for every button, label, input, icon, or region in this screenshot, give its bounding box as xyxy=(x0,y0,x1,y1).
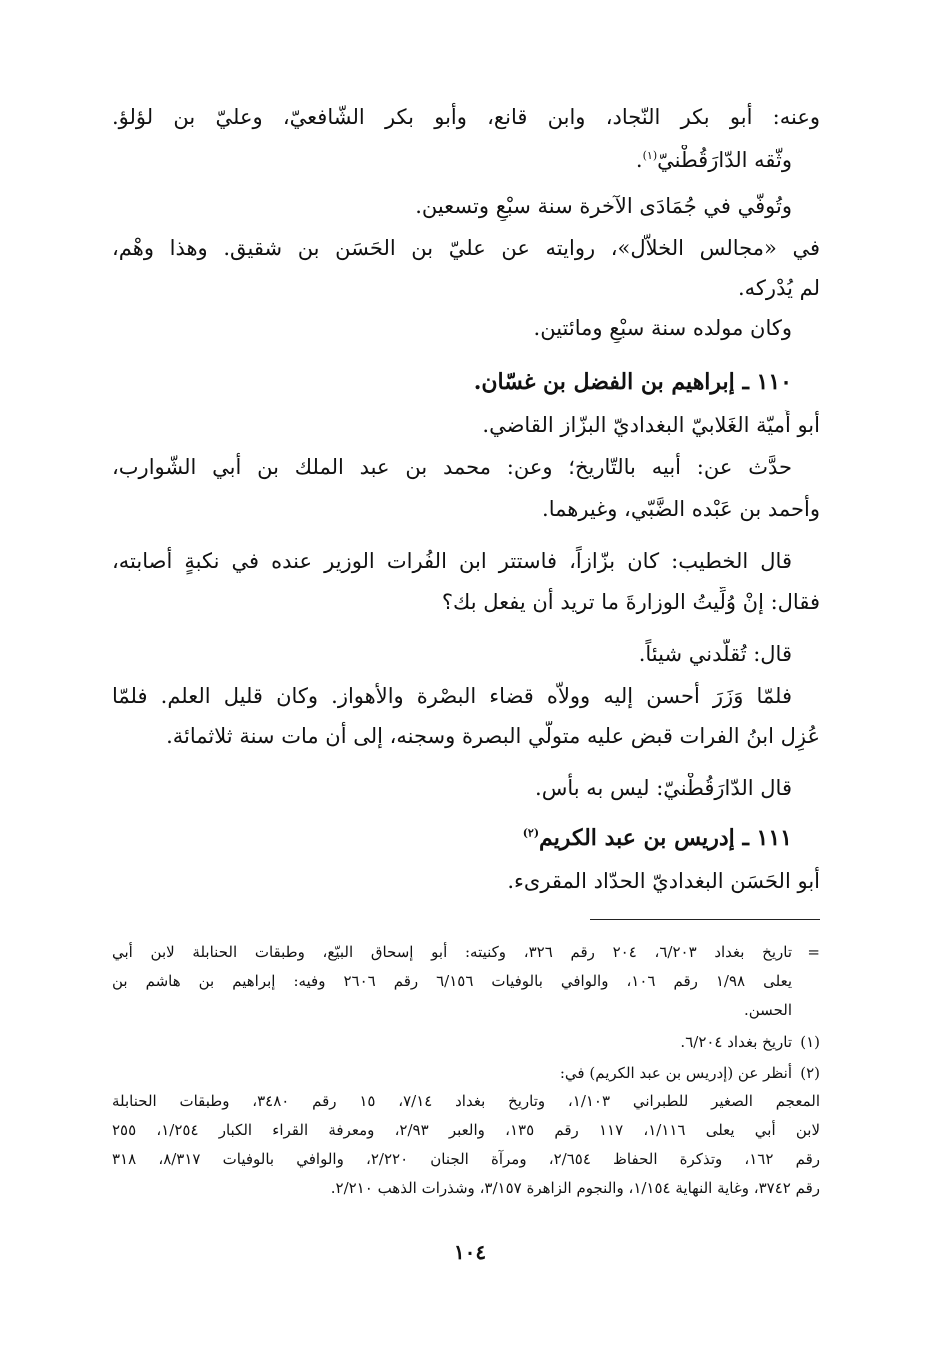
footnote-ref: (٢) xyxy=(522,826,540,840)
footnote-line: تاريخ بغداد ٦/٢٠٤. xyxy=(680,1033,792,1051)
continuation-marker: = xyxy=(807,943,820,961)
text-line: لم يُدْركه. xyxy=(738,276,820,300)
text-line: حدَّث عن: أبيه بالتّاريخ؛ وعن: محمد بن عبد الملك بن أبي الشّوارب، xyxy=(112,455,792,479)
text-line: قال الخطيب: كان بزّازاً، فاستتر ابن الفُرات الوزير عنده في نكبةٍ أصابته، xyxy=(112,549,792,573)
text-line: وكان مولده سنة سبْعٍ ومائتين. xyxy=(533,316,792,340)
text-line: قال الدّارَقُطْنيّ: ليس به بأس. xyxy=(535,776,792,800)
footnote-ref: (١) xyxy=(642,149,658,162)
footnote-line: رقم ٣٧٤٢، وغاية النهاية ١/١٥٤، والنجوم الزاهرة ٣/١٥٧، وشذرات الذهب ٢/٢١٠. xyxy=(330,1179,820,1197)
text-line: وعنه: أبو بكر النّجاد، وابن قانع، وأبو بكر الشّافعيّ، وعليّ بن لؤلؤ. xyxy=(112,105,820,129)
text-line: فقال: إنْ وُلِّيتُ الوزارةَ ما تريد أن يفعل بك؟ xyxy=(441,590,820,614)
text-line: عُزِل ابنُ الفرات قبض عليه متولّي البصرة وسجنه، إلى أن مات سنة ثلاثمائة. xyxy=(166,724,820,748)
footnote-line: تاريخ بغداد ٦/٢٠٣، ٢٠٤ رقم ٣٢٦، وكنيته: أبو إسحاق البيّع، وطبقات الحنابلة لابن أبي xyxy=(112,943,792,961)
text-line: وأحمد بن عَبْده الضَّبّي، وغيرهما. xyxy=(542,497,820,521)
footnote-line: أنظر عن (إدريس بن عبد الكريم) في: xyxy=(559,1064,792,1082)
footnote-line: لابن أبي يعلى ١/١١٦، ١١٧ رقم ١٣٥، والعبر ٢/٩٣، ومعرفة القراء الكبار ١/٢٥٤، ٢٥٥ xyxy=(112,1121,820,1139)
footnote-divider xyxy=(590,919,820,920)
footnote-line: رقم ١٦٢، وتذكرة الحفاظ ٢/٦٥٤، ومرآة الجنان ٢/٢٢٠، والوافي بالوفيات ٨/٣١٧، ٣١٨ xyxy=(112,1150,820,1168)
footnote-marker: (١) xyxy=(800,1033,820,1051)
text-line: أبو الحَسَن البغداديّ الحدّاد المقرىء. xyxy=(507,869,820,893)
entry-heading: ١١٠ ـ إبراهيم بن الفضل بن غسّان. xyxy=(473,369,792,395)
footnote-line: يعلى ١/٩٨ رقم ١٠٦، والوافي بالوفيات ٦/١٥٦ رقم ٢٦٠٦ وفيه: إبراهيم بن هاشم بن xyxy=(112,972,792,990)
text-line: فلمّا وَزَرَ أحسن إليه وولاّه قضاء البصْرة والأهواز. وكان قليل العلم. فلمّا xyxy=(112,684,792,708)
entry-heading-text: ١١١ ـ إدريس بن عبد الكريم xyxy=(539,825,792,851)
text-line: أبو أُميّة الغَلابيّ البغداديّ البزّاز القاضي. xyxy=(482,413,820,437)
entry-heading xyxy=(112,823,792,853)
footnote-line: الحسن. xyxy=(744,1001,792,1019)
text-line xyxy=(112,145,792,175)
text-line: قال: تُقلّدني شيئاً. xyxy=(638,642,792,666)
text-line-tail: . xyxy=(635,148,643,172)
text-line-body: وثّقه الدّارَقُطْنيّ xyxy=(657,148,792,172)
text-line: وتُوفّي في جُمَادَى الآخرة سنة سبْعٍ وتسعين. xyxy=(415,194,792,218)
text-line: في «مجالس الخلاّل»، روايته عن عليّ بن الحَسَن بن شقيق. وهذا وهْم، xyxy=(112,236,820,260)
page-number: ١٠٤ xyxy=(453,1240,487,1264)
footnote-marker: (٢) xyxy=(800,1064,820,1082)
footnote-line: المعجم الصغير للطبراني ١/١٠٣، وتاريخ بغداد ٧/١٤، ١٥ رقم ٣٤٨٠، وطبقات الحنابلة xyxy=(112,1092,820,1110)
